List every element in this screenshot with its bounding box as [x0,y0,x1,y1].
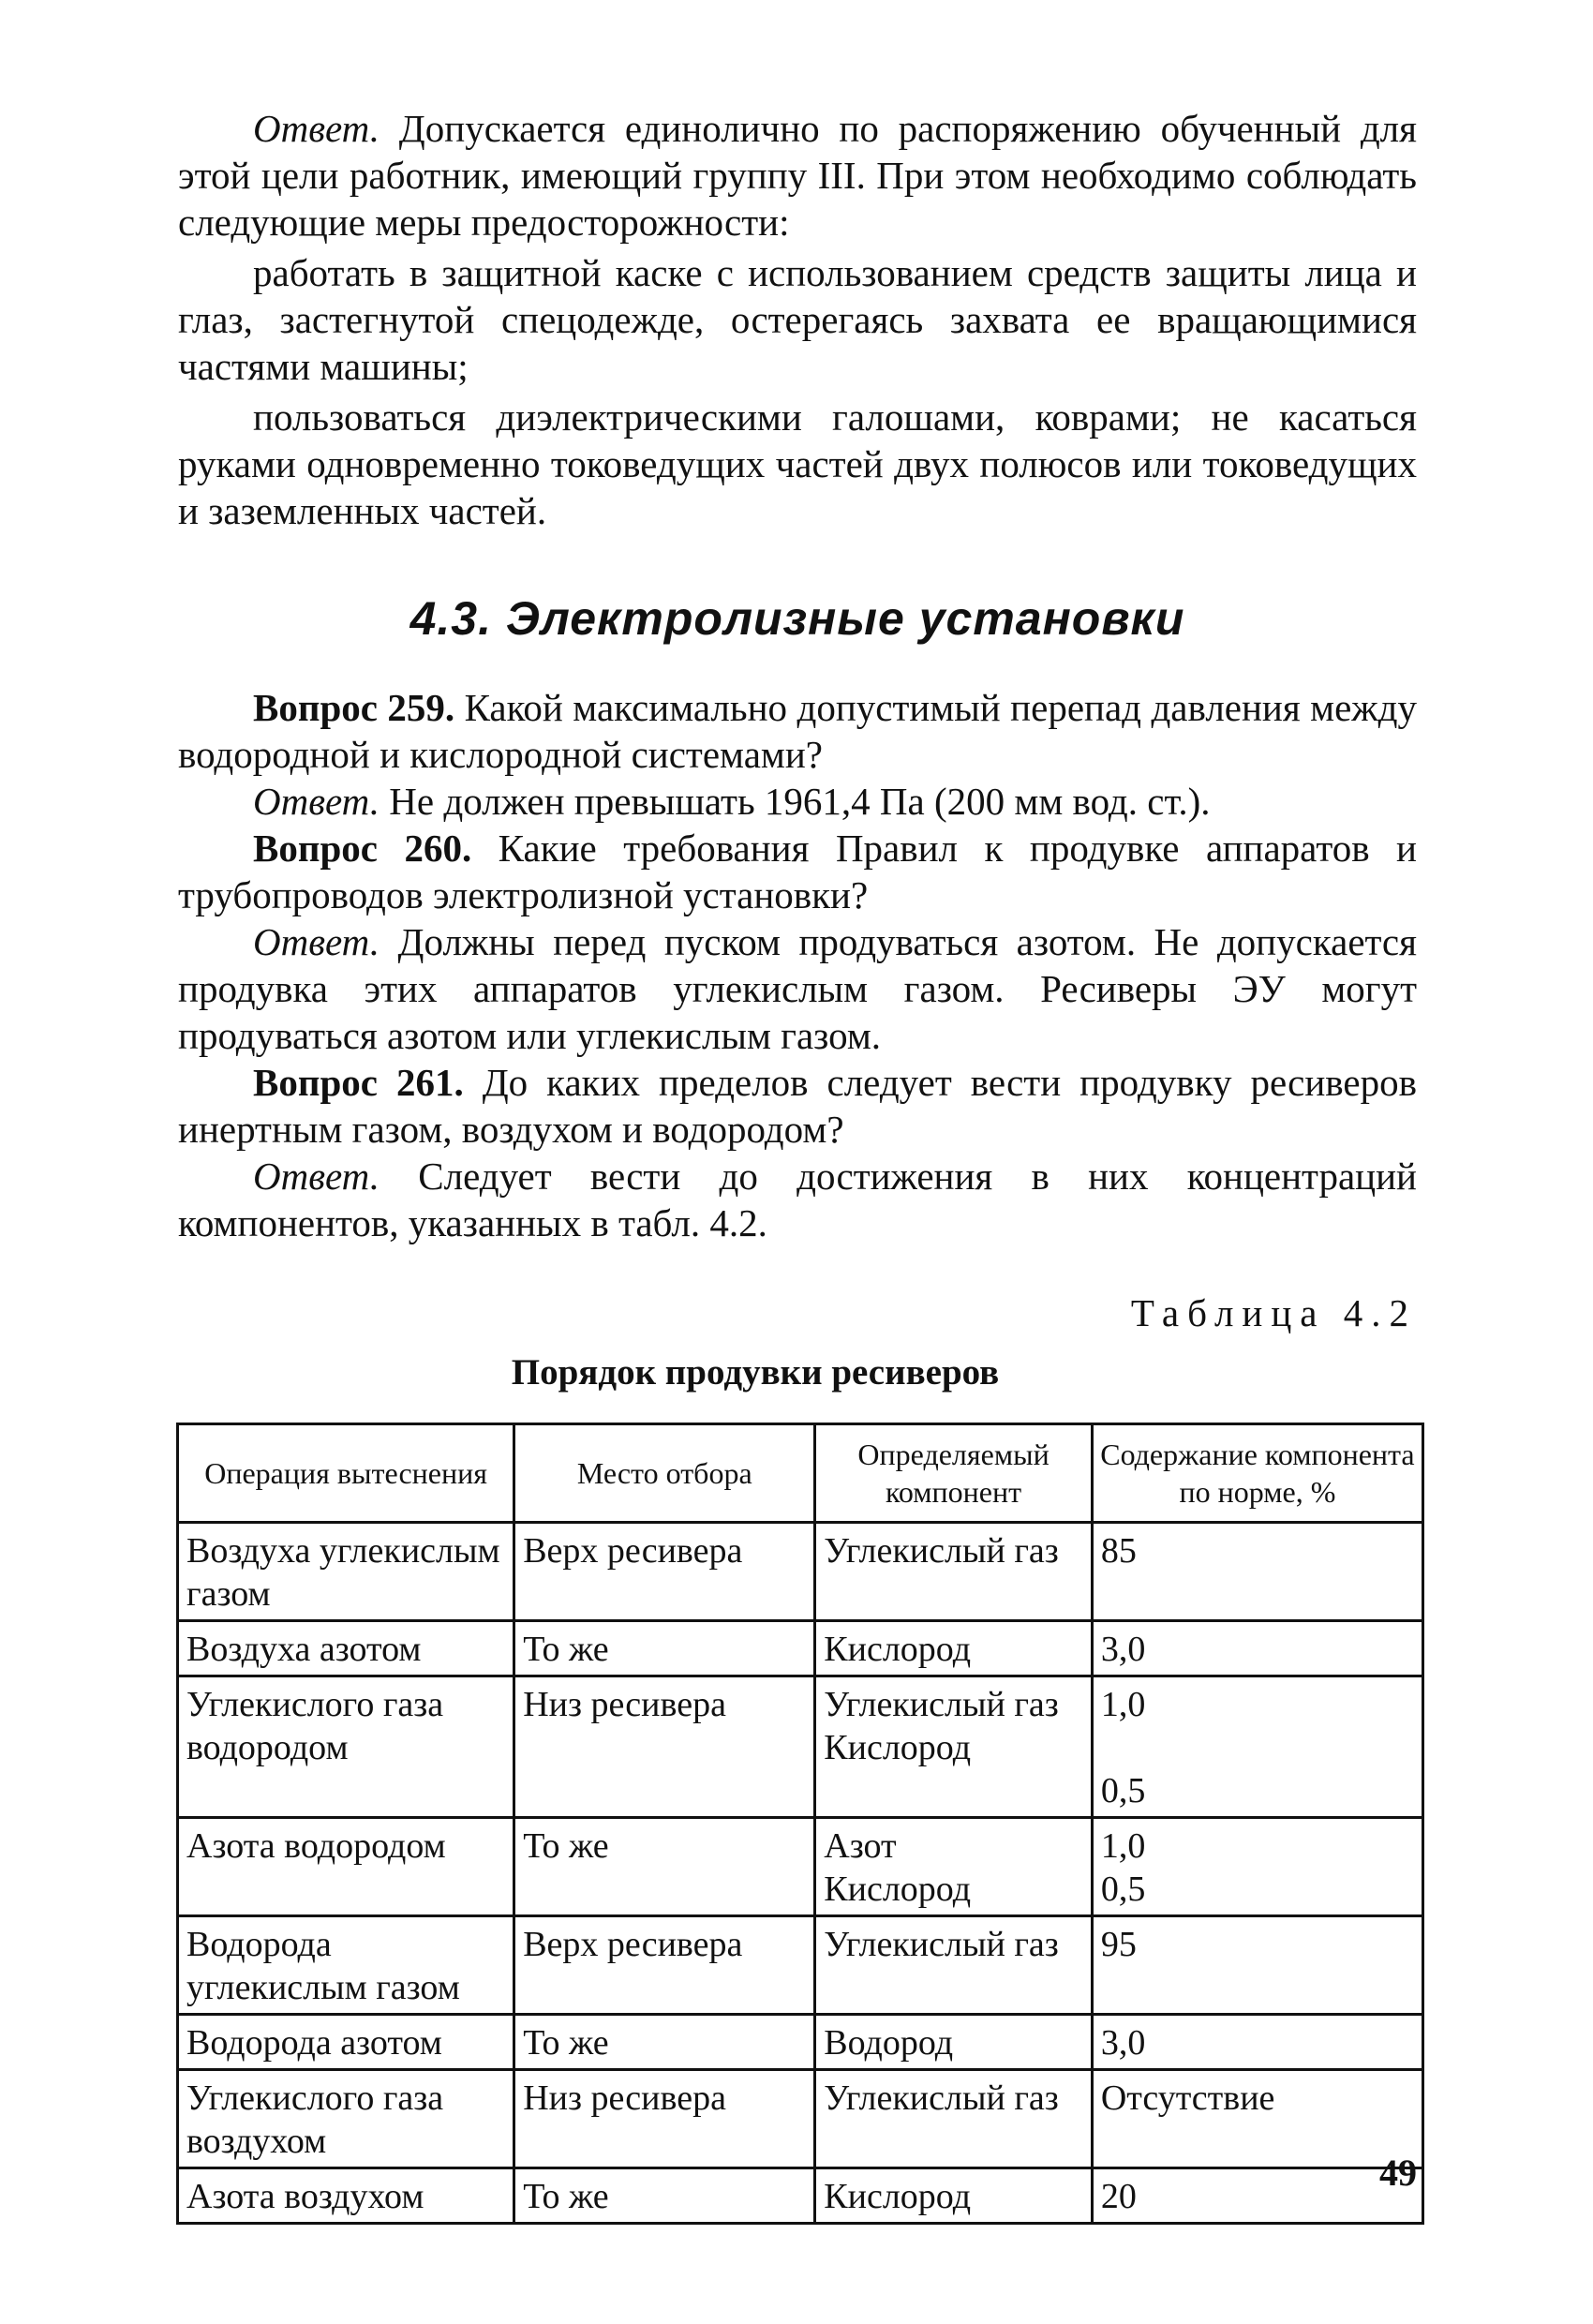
cell-operation: Воздуха углекислым газом [178,1523,514,1621]
cell-operation: Азота воздухом [178,2168,514,2224]
paragraph-precaution-1 [178,249,1417,390]
cell-sampling-point: Низ ресивера [514,1676,815,1818]
question-text: До каких пределов следует вести продувку ресиверов инертным газом, воздухом и водородом? [178,1061,1417,1151]
paragraph-answer-intro [178,105,1417,246]
cell-sampling-point: Низ ресивера [514,2070,815,2168]
question-label: Вопрос 259. [253,686,455,729]
answer-text: Не должен превышать 1961,4 Па (200 мм вод. ст.). [380,780,1211,823]
cell-operation: Водорода азотом [178,2015,514,2070]
header-sampling-point: Место отбора [514,1424,815,1523]
cell-operation: Азота водородом [178,1818,514,1916]
cell-sampling-point: То же [514,1818,815,1916]
cell-sampling-point: То же [514,2168,815,2224]
table-label: Таблица 4.2 [1130,1291,1417,1334]
question-259 [178,684,1417,778]
cell-component: Кислород [815,1621,1093,1676]
question-261 [178,1059,1417,1153]
answer-label: Ответ. [253,107,380,150]
page-number: 49 [1379,2152,1417,2194]
cell-content: 3,0 [1092,2015,1422,2070]
header-operation: Операция вытеснения [178,1424,514,1523]
cell-component: Водород [815,2015,1093,2070]
cell-operation: Водорода углекислым газом [178,1916,514,2015]
answer-260 [178,918,1417,1059]
table-row [178,1523,1423,1621]
cell-content: 1,0 0,5 [1092,1818,1422,1916]
cell-content: 1,0 0,5 [1092,1676,1422,1818]
question-label: Вопрос 260. [253,827,472,870]
answer-259 [178,778,1417,825]
paragraph-precaution-2 [178,394,1417,534]
cell-component: Углекислый газ [815,1916,1093,2015]
cell-sampling-point: То же [514,1621,815,1676]
answer-label: Ответ. [253,920,380,963]
header-component: Определяемый компонент [815,1424,1093,1523]
paragraph-text: Допускается единолично по распоряжению обученный для этой цели работник, имеющий группу III. При этом необходимо соблюдать следующие меры предосторожности: [178,107,1417,244]
cell-operation: Углекислого газа водородом [178,1676,514,1818]
section-title: 4.3. Электролизные установки [409,592,1185,645]
page-content [178,105,1417,2225]
answer-label: Ответ. [253,1155,380,1198]
header-content-norm: Содержание компонента по норме, % [1092,1424,1422,1523]
cell-component: Кислород [815,2168,1093,2224]
question-text: Какие требования Правил к продувке аппаратов и трубопроводов электролизной установки? [178,827,1417,916]
paragraph-text: пользоваться диэлектрическими галошами, коврами; не касаться руками одновременно токоведущих частей двух полюсов или токоведущих и заземленных частей. [178,395,1417,532]
cell-component: Углекислый газ [815,2070,1093,2168]
cell-component: Углекислый газ Кислород [815,1676,1093,1818]
cell-content: 95 [1092,1916,1422,2015]
table-row [178,2070,1423,2168]
cell-content: Отсутствие [1092,2070,1422,2168]
question-text: Какой максимально допустимый перепад давления между водородной и кислородной системами? [178,686,1417,776]
cell-sampling-point: Верх ресивера [514,1523,815,1621]
paragraph-text: работать в защитной каске с использованием средств защиты лица и глаз, застегнутой спецодежде, остерегаясь захвата ее вращающимися частями машины; [178,251,1417,388]
cell-operation: Воздуха азотом [178,1621,514,1676]
answer-label: Ответ. [253,780,380,823]
cell-component: Азот Кислород [815,1818,1093,1916]
table-row [178,1621,1423,1676]
table-row [178,2015,1423,2070]
table-row [178,1676,1423,1818]
answer-text: Следует вести до достижения в них концентраций компонентов, указанных в табл. 4.2. [178,1155,1417,1244]
table-row [178,1916,1423,2015]
answer-261 [178,1153,1417,1246]
table-row [178,2168,1423,2224]
cell-sampling-point: То же [514,2015,815,2070]
answer-text: Должны перед пуском продуваться азотом. Не допускается продувка этих аппаратов углекислым газом. Ресиверы ЭУ могут продуваться азотом или углекислым газом. [178,920,1417,1057]
question-label: Вопрос 261. [253,1061,464,1104]
cell-component: Углекислый газ [815,1523,1093,1621]
cell-content: 85 [1092,1523,1422,1621]
table-row [178,1818,1423,1916]
cell-content: 3,0 [1092,1621,1422,1676]
table-title: Порядок продувки ресиверов [511,1352,1000,1393]
question-260 [178,825,1417,918]
cell-operation: Углекислого газа воздухом [178,2070,514,2168]
table-header-row [178,1424,1423,1523]
cell-content: 20 [1092,2168,1422,2224]
cell-sampling-point: Верх ресивера [514,1916,815,2015]
purge-table [176,1423,1424,2225]
